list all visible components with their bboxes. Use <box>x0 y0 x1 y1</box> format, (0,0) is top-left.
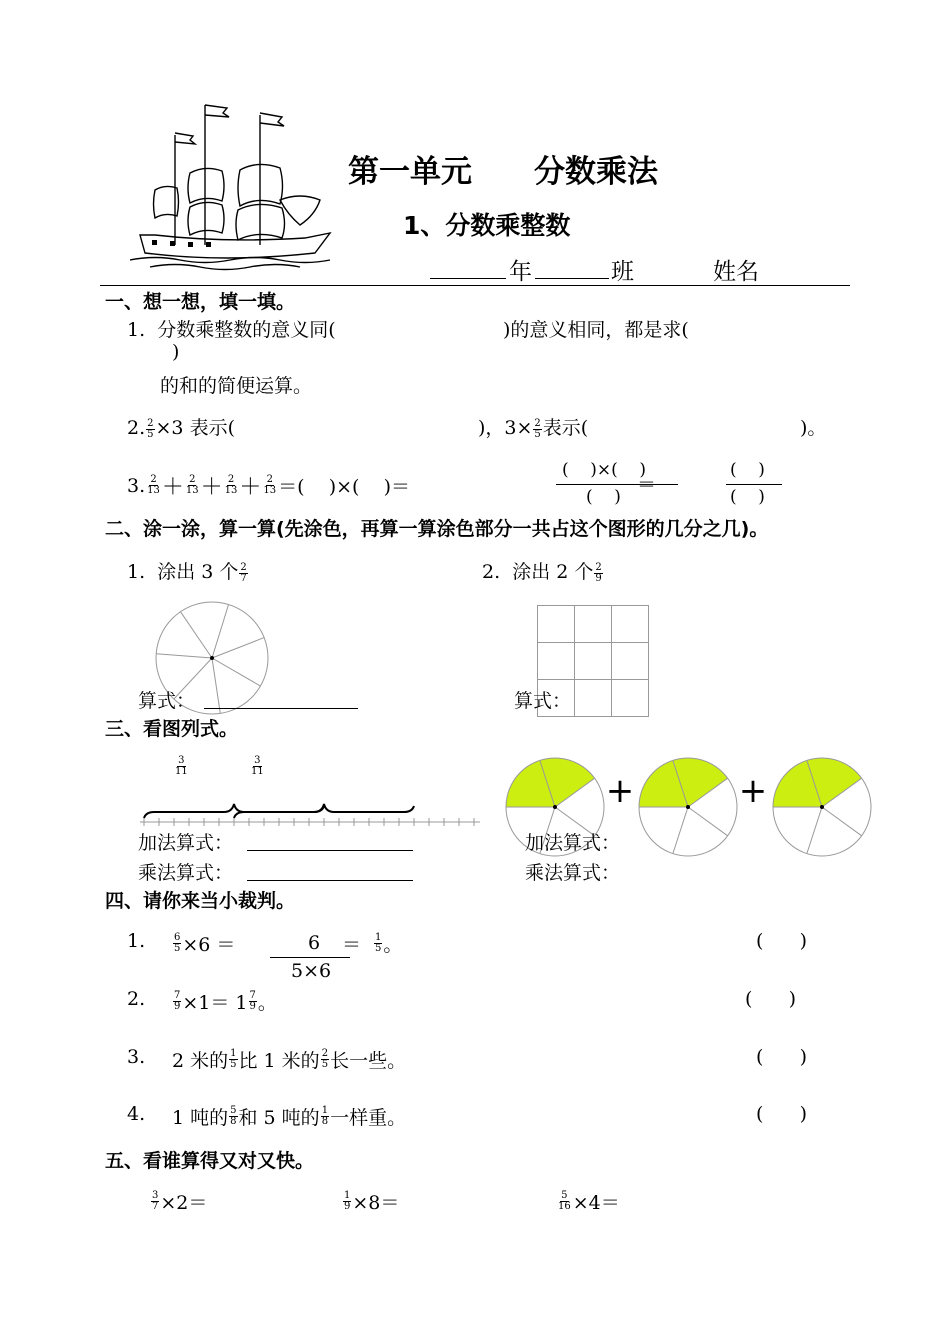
judge-item-2: $\frac{7}{9}$ ×1＝ 1 7 9 。 <box>174 990 277 1014</box>
calc-2: $\frac{1}{9}$ ×8＝ <box>344 1190 400 1214</box>
s3-add-blank[interactable] <box>247 850 413 851</box>
unit-title: 第一单元 分数乘法 <box>348 154 658 190</box>
s1-q2-end: )。 <box>800 417 827 439</box>
pie-2 <box>639 758 737 856</box>
s1-q3-frac-bar <box>556 484 678 485</box>
s1-q3-eq2: ＝ <box>637 474 657 496</box>
fraction-3-11: $\frac{3}{11}$ <box>175 755 188 777</box>
pie-divider <box>688 807 728 836</box>
plus-sign: + <box>605 771 635 811</box>
pie-divider <box>807 807 822 854</box>
circle-center <box>210 656 214 660</box>
judge-item-3: 2 米的 1 5 比 1 米的 2 5 长一些。 <box>172 1048 407 1072</box>
judge-item-4: 1 吨的 5 8 和 5 吨的 1 8 一样重。 <box>172 1105 407 1129</box>
fraction-3-11: $\frac{3}{11}$ <box>251 755 264 777</box>
judge-item-1-frac-den: 5×6 <box>291 960 332 982</box>
s3-add-label-2: 加法算式： <box>525 832 621 854</box>
judge-item-1-num: 1. <box>127 930 146 952</box>
circle-divider <box>180 612 212 658</box>
circle-divider <box>212 658 260 686</box>
judge-item-4-mark[interactable]: ( ) <box>756 1103 808 1125</box>
judge-item-1: $\frac{6}{5}$ ×6 ＝ <box>174 932 236 956</box>
year-blank[interactable] <box>430 278 506 279</box>
calc-3: $\frac{5}{16}$ ×4＝ <box>558 1190 620 1214</box>
section-3-title: 三、看图列式。 <box>105 718 239 740</box>
s1-q2-rest: )，3× $\frac{2}{5}$ 表示( <box>478 417 589 440</box>
year-label: 年 <box>509 259 532 285</box>
pie-3 <box>773 758 871 856</box>
s1-q1-d: 的和的简便运算。 <box>160 375 313 397</box>
ship-illustration <box>130 95 340 275</box>
s1-q1-a: 1. 分数乘整数的意义同( <box>127 319 336 341</box>
circle-divider <box>156 654 212 658</box>
s1-q3-frac-num: ( )×( ) <box>562 460 647 480</box>
pie-divider <box>673 807 688 854</box>
pie-divider <box>822 807 862 836</box>
s3-mul-label-2: 乘法算式： <box>525 862 621 884</box>
class-label: 班 <box>611 259 634 285</box>
plus-sign: + <box>738 771 768 811</box>
s1-q3-frac-den: ( ) <box>586 487 621 507</box>
s2-q1: 1. 涂出 3 个 $\frac{2}{7}$ <box>127 561 247 584</box>
s2-q2: 2. 涂出 2 个 $\frac{2}{9}$ <box>482 561 602 584</box>
name-label: 姓名 <box>713 259 759 285</box>
header-rule <box>100 285 850 286</box>
fraction-2-5: $\frac{2}{5}$ <box>534 417 541 440</box>
s1-q3-frac2-num: ( ) <box>730 460 765 480</box>
s1-q3-frac2-bar <box>726 484 782 485</box>
s2-formula-1: 算式： <box>138 690 196 712</box>
pie-center <box>553 805 557 809</box>
s1-q1-b: )的意义相同，都是求( <box>503 319 689 341</box>
judge-item-1-frac-bar <box>270 957 350 958</box>
judge-item-1-frac-num: 6 <box>308 932 321 954</box>
judge-item-2-num: 2. <box>127 988 146 1010</box>
section-2-title: 二、涂一涂，算一算(先涂色，再算一算涂色部分一共占这个图形的几分之几)。 <box>105 518 769 540</box>
judge-item-1-end: ＝ 1 5 。 <box>342 932 403 956</box>
s2-formula-2: 算式： <box>514 690 572 712</box>
s3-mul-blank[interactable] <box>247 880 413 881</box>
judge-item-3-num: 3. <box>127 1046 146 1068</box>
section-5-title: 五、看谁算得又对又快。 <box>105 1150 315 1172</box>
pie-center <box>686 805 690 809</box>
circle-divider <box>212 605 229 658</box>
fraction-2-5: $\frac{2}{5}$ <box>147 417 154 440</box>
s1-q3-frac2-den: ( ) <box>730 487 765 507</box>
judge-item-2-mark[interactable]: ( ) <box>745 988 797 1010</box>
lesson-title: 1、分数乘整数 <box>403 211 571 240</box>
section-1-title: 一、想一想，填一填。 <box>105 291 296 313</box>
calc-1: $\frac{3}{7}$ ×2＝ <box>152 1190 208 1214</box>
s1-q3: 3. 2 13 ＋ 2 13 ＋ 2 13 ＋ 2 13 ＝( )×( )＝ <box>127 474 411 500</box>
s3-mul-label: 乘法算式： <box>138 862 234 884</box>
circle-divider <box>212 638 264 658</box>
section-4-title: 四、请你来当小裁判。 <box>105 890 296 912</box>
s3-add-label: 加法算式： <box>138 832 234 854</box>
judge-item-4-num: 4. <box>127 1103 146 1125</box>
judge-item-1-mark[interactable]: ( ) <box>756 930 808 952</box>
pie-center <box>820 805 824 809</box>
circle-divider <box>212 658 220 713</box>
s1-q1-c: ) <box>172 341 180 363</box>
s1-q2: 2. $\frac{2}{5}$ ×3 表示( <box>127 417 235 440</box>
judge-item-3-mark[interactable]: ( ) <box>756 1046 808 1068</box>
class-blank[interactable] <box>535 278 609 279</box>
s2-formula-1-blank[interactable] <box>204 708 358 709</box>
